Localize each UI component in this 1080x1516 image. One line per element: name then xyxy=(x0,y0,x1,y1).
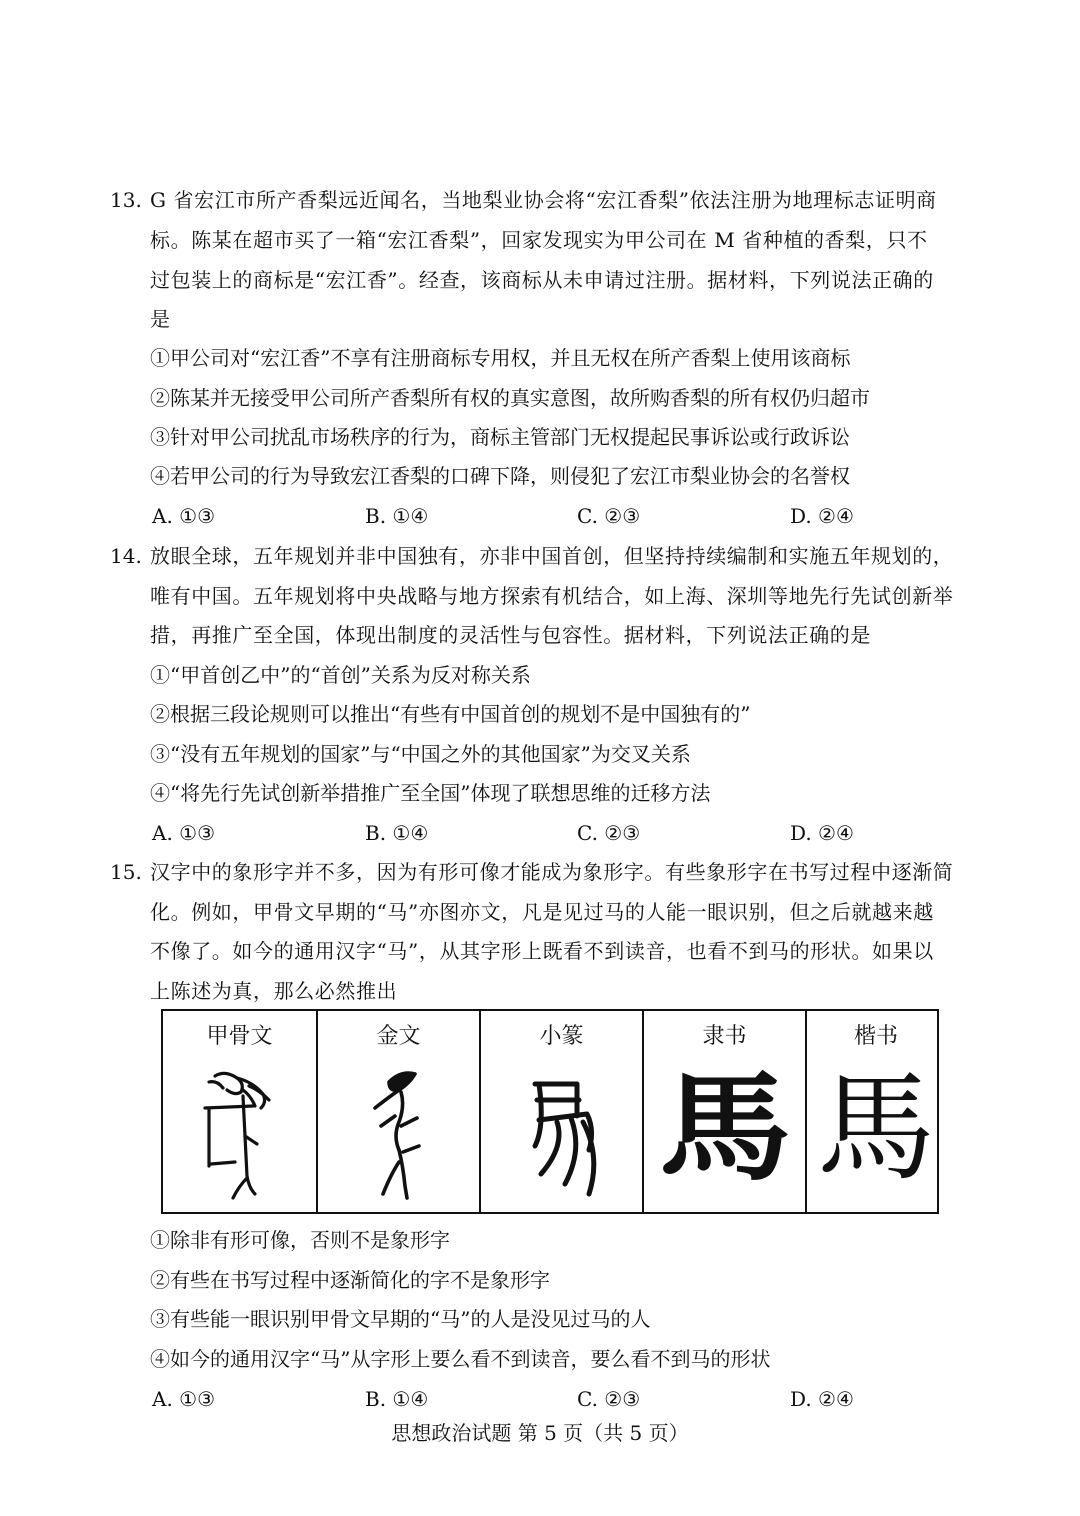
question-stem-line: 上陈述为真，那么必然推出 xyxy=(150,979,398,1003)
choice-c[interactable]: C. ②③ xyxy=(577,821,641,845)
question-number: 15. xyxy=(110,860,142,884)
table-header: 金文 xyxy=(376,1024,421,1049)
table-header: 小篆 xyxy=(539,1024,584,1049)
choice-d[interactable]: D. ②④ xyxy=(790,821,854,845)
statement-option: ③“没有五年规划的国家”与“中国之外的其他国家”为交叉关系 xyxy=(150,742,691,766)
choice-a[interactable]: A. ①③ xyxy=(152,504,216,528)
question-stem-line: 标。陈某在超市买了一箱“宏江香梨”，回家发现实为甲公司在 M 省种植的香梨，只不 xyxy=(150,228,928,252)
bronze-horse-icon xyxy=(359,1066,439,1201)
seal-horse-icon xyxy=(517,1066,607,1201)
question-stem-line: G 省宏江市所产香梨远近闻名，当地梨业协会将“宏江香梨”依法注册为地理标志证明商 xyxy=(150,188,937,212)
statement-option: ②陈某并无接受甲公司所产香梨所有权的真实意图，故所购香梨的所有权仍归超市 xyxy=(150,386,870,410)
question-stem-line: 唯有中国。五年规划将中央战略与地方探索有机结合，如上海、深圳等地先行先试创新举 xyxy=(150,584,954,608)
regular-horse-glyph: 馬 xyxy=(816,1059,936,1197)
choice-c[interactable]: C. ②③ xyxy=(577,504,641,528)
statement-option: ④“将先行先试创新举措推广至全国”体现了联想思维的迁移方法 xyxy=(150,781,711,805)
question-number: 14. xyxy=(110,544,142,568)
statement-option: ①除非有形可像，否则不是象形字 xyxy=(150,1228,450,1252)
statement-option: ①“甲首创乙中”的“首创”关系为反对称关系 xyxy=(150,663,531,687)
statement-option: ②根据三段论规则可以推出“有些有中国首创的规划不是中国独有的” xyxy=(150,702,751,726)
table-cell-oracle-bone xyxy=(163,1011,318,1212)
question-stem-line: 是 xyxy=(150,307,171,331)
page-footer: 思想政治试题 第 5 页（共 5 页） xyxy=(391,1421,689,1445)
oracle-bone-horse-icon xyxy=(195,1066,285,1201)
question-stem-line: 汉字中的象形字并不多，因为有形可像才能成为象形字。有些象形字在书写过程中逐渐简 xyxy=(150,860,954,884)
statement-option: ③有些能一眼识别甲骨文早期的“马”的人是没见过马的人 xyxy=(150,1307,651,1331)
choice-a[interactable]: A. ①③ xyxy=(152,1387,216,1411)
choice-c[interactable]: C. ②③ xyxy=(577,1387,641,1411)
question-stem-line: 放眼全球，五年规划并非中国独有，亦非中国首创，但坚持持续编制和实施五年规划的， xyxy=(150,544,954,568)
question-stem-line: 措，再推广至全国，体现出制度的灵活性与包容性。据材料，下列说法正确的是 xyxy=(150,623,871,647)
table-header: 隶书 xyxy=(702,1024,747,1049)
table-header: 楷书 xyxy=(853,1024,898,1049)
choice-b[interactable]: B. ①④ xyxy=(365,504,429,528)
table-cell-clerical xyxy=(644,1011,807,1212)
table-header: 甲骨文 xyxy=(206,1024,273,1049)
horse-script-evolution-table xyxy=(161,1009,939,1214)
statement-option: ④若甲公司的行为导致宏江香梨的口碑下降，则侵犯了宏江市梨业协会的名誉权 xyxy=(150,464,850,488)
choice-b[interactable]: B. ①④ xyxy=(365,1387,429,1411)
question-stem-line: 过包装上的商标是“宏江香”。经查，该商标从未申请过注册。据材料，下列说法正确的 xyxy=(150,268,934,292)
table-cell-regular xyxy=(807,1011,945,1212)
choice-d[interactable]: D. ②④ xyxy=(790,1387,854,1411)
choice-d[interactable]: D. ②④ xyxy=(790,504,854,528)
choice-a[interactable]: A. ①③ xyxy=(152,821,216,845)
clerical-horse-glyph: 馬 xyxy=(658,1059,791,1197)
table-cell-bronze xyxy=(318,1011,481,1212)
statement-option: ②有些在书写过程中逐渐简化的字不是象形字 xyxy=(150,1268,550,1292)
question-stem-line: 不像了。如今的通用汉字“马”，从其字形上既看不到读音，也看不到马的形状。如果以 xyxy=(150,939,934,963)
question-stem-line: 化。例如，甲骨文早期的“马”亦图亦文，凡是见过马的人能一眼识别，但之后就越来越 xyxy=(150,900,934,924)
choice-b[interactable]: B. ①④ xyxy=(365,821,429,845)
statement-option: ③针对甲公司扰乱市场秩序的行为，商标主管部门无权提起民事诉讼或行政诉讼 xyxy=(150,425,850,449)
question-number: 13. xyxy=(110,188,142,212)
table-cell-small-seal xyxy=(481,1011,644,1212)
statement-option: ④如今的通用汉字“马”从字形上要么看不到读音，要么看不到马的形状 xyxy=(150,1347,771,1371)
statement-option: ①甲公司对“宏江香”不享有注册商标专用权，并且无权在所产香梨上使用该商标 xyxy=(150,346,851,370)
